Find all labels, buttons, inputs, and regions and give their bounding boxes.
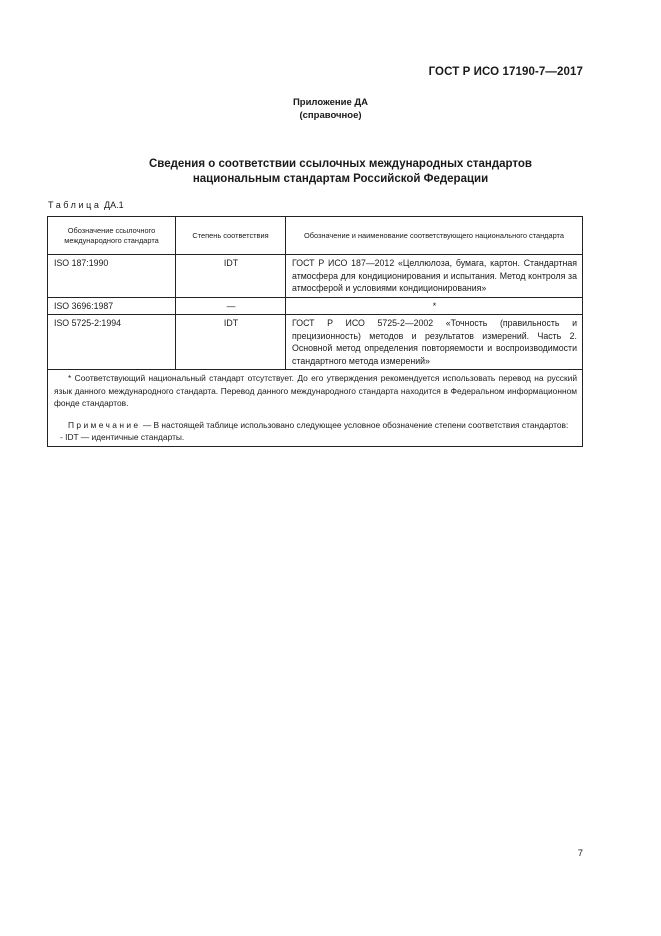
table-note [54, 419, 577, 432]
note-label: Примечание [68, 419, 141, 430]
annex-title: Приложение ДА [292, 97, 369, 108]
note-text: — В настоящей таблице использовано следующее условное обозначение степени соответствия стандартов: [142, 419, 569, 430]
table-caption-number: ДА.1 [104, 200, 124, 210]
correspondence-table [47, 216, 583, 447]
table-row [48, 255, 583, 298]
cell-national: * [286, 297, 583, 315]
document-code: ГОСТ Р ИСО 17190-7—2017 [428, 66, 583, 78]
column-header-international: Обозначение ссылочного международного стандарта [48, 217, 176, 255]
column-header-degree: Степень соответствия [176, 217, 286, 255]
cell-international: ISO 3696:1987 [48, 297, 176, 315]
table-caption-prefix: Таблица [48, 200, 102, 210]
annex-subtitle: (справочное) [299, 110, 362, 121]
cell-degree: — [176, 297, 286, 315]
annex-header [0, 96, 661, 122]
cell-international: ISO 187:1990 [48, 255, 176, 298]
column-header-national: Обозначение и наименование соответствующего национального стандарта [286, 217, 583, 255]
table-row [48, 315, 583, 370]
table-caption [48, 200, 124, 210]
table-footnote: * Соответствующий национальный стандарт отсутствует. До его утверждения рекомендуется использовать перевод на русский язык данного международного стандарта. Перевод данного международного стандарта находится в Федеральном информационном фонде стандартов. [54, 373, 577, 408]
page-number: 7 [577, 848, 583, 859]
cell-international: ISO 5725-2:1994 [48, 315, 176, 370]
cell-degree: IDT [176, 255, 286, 298]
table-notes-row [48, 370, 583, 447]
table-row [48, 297, 583, 315]
section-heading-line-2: национальным стандартам Российской Федерации [192, 173, 489, 185]
note-list-item: - IDT — идентичные стандарты. [60, 432, 185, 442]
cell-national: ГОСТ Р ИСО 5725-2—2002 «Точность (правильность и прецизионность) методов и результатов измерений. Часть 2. Основной метод определения повторяемости и воспроизводимости стандартного метода измерений» [286, 315, 583, 370]
cell-degree: IDT [176, 315, 286, 370]
table-header-row [48, 217, 583, 255]
section-heading-line-1: Сведения о соответствии ссылочных международных стандартов [148, 158, 532, 170]
section-heading [0, 157, 661, 187]
cell-national: ГОСТ Р ИСО 187—2012 «Целлюлоза, бумага, картон. Стандартная атмосфера для кондиционирования и испытания. Метод контроля за атмосферой и условиями кондиционирования» [286, 255, 583, 298]
table-notes [48, 370, 583, 447]
